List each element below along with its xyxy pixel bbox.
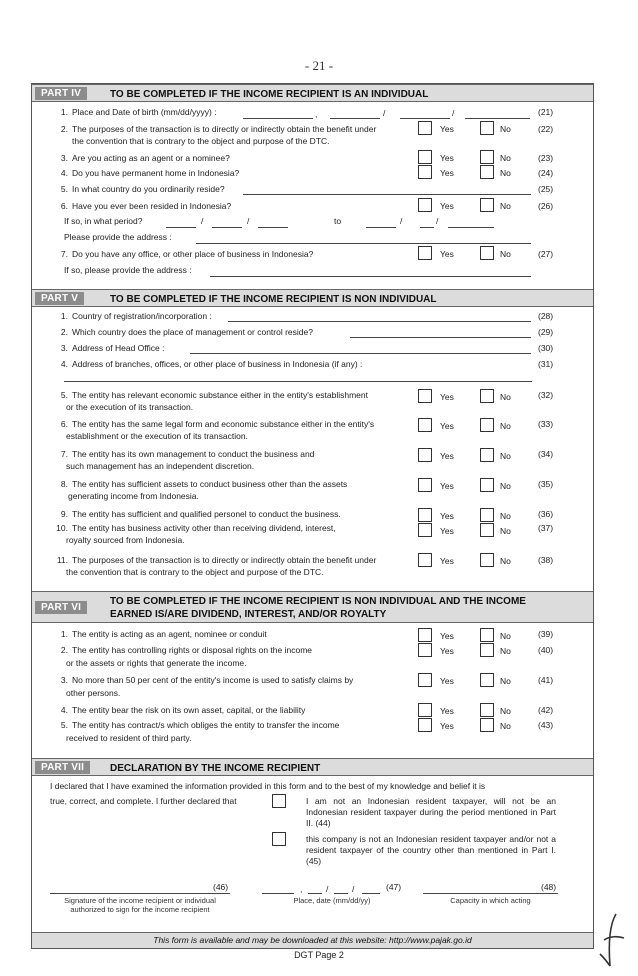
p6-q3: 3. No more than 50 per cent of the entity's income is used to satisfy claims by [60, 675, 354, 685]
p4-q6-from-year[interactable] [212, 227, 242, 228]
p4-q7: 7. Do you have any office, or other place of business in Indonesia? [60, 249, 314, 259]
page-number: - 21 - [304, 58, 334, 73]
declaration-line1: I declared that I have examined the information provided in this form and to the best of my knowledge and belief it is [50, 781, 486, 791]
p4-q6-to-day[interactable] [420, 227, 434, 228]
p5-q10-yes-checkbox[interactable] [418, 523, 432, 537]
p5-q11: 11. The purposes of the transaction is to directly or indirectly obtain the benefit under [56, 555, 377, 565]
p6-q3-yes-checkbox[interactable] [418, 673, 432, 687]
footer-page-label: DGT Page 2 [294, 950, 344, 960]
signature-caption: Signature of the income recipient or individual authorized to sign for the income recipient [64, 896, 216, 914]
part4-title: TO BE COMPLETED IF THE INCOME RECIPIENT IS AN INDIVIDUAL [110, 89, 429, 100]
p5-q7-yes-checkbox[interactable] [418, 448, 432, 462]
p6-q5-yes-checkbox[interactable] [418, 718, 432, 732]
capacity-caption: Capacity in which acting [450, 896, 531, 905]
p4-q7-address-field[interactable] [210, 276, 531, 277]
p4-q3-yes-checkbox[interactable] [418, 150, 432, 164]
declaration-option2: this company is not an Indonesian resident taxpayer and/or not a resident taxpayer of the country other than mentioned in Part I. (45) [306, 834, 556, 866]
date-year-field[interactable] [362, 893, 380, 894]
part4-header [32, 84, 593, 102]
p4-q3: 3. Are you acting as an agent or a nominee? [60, 153, 230, 163]
p5-q1: 1. Country of registration/incorporation : [60, 311, 212, 321]
p5-q2: 2. Which country does the place of management or control reside? [60, 327, 313, 337]
p5-q10-no-checkbox[interactable] [480, 523, 494, 537]
capacity-field[interactable] [423, 893, 558, 894]
date-month-field[interactable] [308, 893, 322, 894]
p6-q1-no-checkbox[interactable] [480, 628, 494, 642]
date-day-field[interactable] [334, 893, 348, 894]
footer-note: This form is available and may be downloaded at this website: http://www.pajak.go.id [32, 932, 593, 948]
p6-q1: 1. The entity is acting as an agent, nominee or conduit [60, 629, 267, 639]
p5-q3-address-field[interactable] [190, 353, 531, 354]
p5-q4: 4. Address of branches, offices, or other place of business in Indonesia (if any) : [60, 359, 363, 369]
p4-q6: 6. Have you ever been resided in Indonesia? [60, 201, 232, 211]
part6-header [32, 591, 593, 623]
declaration-option1-checkbox[interactable] [272, 794, 286, 808]
p4-q6-to-year[interactable] [448, 227, 494, 228]
p6-q2-yes-checkbox[interactable] [418, 643, 432, 657]
p4-q2-no-checkbox[interactable] [480, 121, 494, 135]
p6-q4: 4. The entity bear the risk on its own asset, capital, or the liability [60, 705, 306, 715]
p4-q6-address-field[interactable] [196, 243, 531, 244]
place-date-caption: Place, date (mm/dd/yy) [293, 896, 371, 905]
handwritten-initial-icon [598, 910, 628, 970]
p5-q6-yes-checkbox[interactable] [418, 418, 432, 432]
code-46: (46) [213, 882, 229, 892]
p4-q1-year-field[interactable] [465, 118, 530, 119]
p5-q9-yes-checkbox[interactable] [418, 508, 432, 522]
part5-title: TO BE COMPLETED IF THE INCOME RECIPIENT IS NON INDIVIDUAL [110, 294, 437, 305]
p5-q5-yes-checkbox[interactable] [418, 389, 432, 403]
p5-q10: 10. The entity has business activity other than receiving dividend, interest, [56, 523, 336, 533]
p5-q6: 6. The entity has the same legal form and economic substance either in the entity's [60, 419, 375, 429]
p5-q7-no-checkbox[interactable] [480, 448, 494, 462]
part6-title: TO BE COMPLETED IF THE INCOME RECIPIENT IS NON INDIVIDUAL AND THE INCOME [110, 596, 526, 607]
p5-q7: 7. The entity has its own management to conduct the business and [60, 449, 315, 459]
p5-q9-no-checkbox[interactable] [480, 508, 494, 522]
p4-q5: 5. In what country do you ordinarily reside? [60, 184, 225, 194]
p6-q4-no-checkbox[interactable] [480, 703, 494, 717]
declaration-option1: I am not an Indonesian resident taxpayer, will not be an Indonesian resident taxpayer during the period mentioned in Part II. (44) [306, 796, 556, 828]
p5-q11-yes-checkbox[interactable] [418, 553, 432, 567]
p6-q1-yes-checkbox[interactable] [418, 628, 432, 642]
p5-q8: 8. The entity has sufficient assets to conduct business other than the assets [60, 479, 348, 489]
p4-q3-no-checkbox[interactable] [480, 150, 494, 164]
p4-q1-day-field[interactable] [400, 118, 450, 119]
p4-q1-month-field[interactable] [330, 118, 380, 119]
part4-label: PART IV [35, 87, 87, 100]
part7-header [32, 758, 593, 776]
declaration-line2: true, correct, and complete. I further declared that [50, 796, 237, 806]
code-21: (21) [538, 107, 554, 117]
p5-q8-no-checkbox[interactable] [480, 478, 494, 492]
p5-q1-country-field[interactable] [228, 321, 531, 322]
p5-q9: 9. The entity has sufficient and qualified personel to conduct the business. [60, 509, 341, 519]
part5-label: PART V [35, 292, 84, 305]
p4-q6-from-day[interactable] [258, 227, 288, 228]
p6-q5-no-checkbox[interactable] [480, 718, 494, 732]
p5-q5-no-checkbox[interactable] [480, 389, 494, 403]
p5-q2-country-field[interactable] [350, 337, 531, 338]
p6-q2: 2. The entity has controlling rights or disposal rights on the income [60, 645, 313, 655]
p4-q7-yes-checkbox[interactable] [418, 246, 432, 260]
p4-q1: 1. Place and Date of birth (mm/dd/yyyy) : [60, 107, 217, 117]
code-47: (47) [386, 882, 402, 892]
p4-q6-no-checkbox[interactable] [480, 198, 494, 212]
part6-title-line2: EARNED IS/ARE DIVIDEND, INTEREST, AND/OR ROYALTY [110, 609, 387, 620]
p4-q6-yes-checkbox[interactable] [418, 198, 432, 212]
p4-q2-yes-checkbox[interactable] [418, 121, 432, 135]
code-48: (48) [541, 882, 557, 892]
p4-q1-place-field[interactable] [243, 118, 313, 119]
part5-header [32, 289, 593, 307]
p4-q4-no-checkbox[interactable] [480, 165, 494, 179]
p6-q5: 5. The entity has contract/s which obliges the entity to transfer the income [60, 720, 340, 730]
part6-label: PART VI [35, 601, 87, 614]
p5-q4-address-field[interactable] [64, 381, 532, 382]
p4-q6-from-month[interactable] [166, 227, 196, 228]
p6-q3-no-checkbox[interactable] [480, 673, 494, 687]
p4-q5-country-field[interactable] [243, 194, 531, 195]
p6-q2-no-checkbox[interactable] [480, 643, 494, 657]
signature-field[interactable] [50, 893, 230, 894]
p4-q2: 2. The purposes of the transaction is to directly or indirectly obtain the benefit under [60, 124, 377, 134]
declaration-option2-checkbox[interactable] [272, 832, 286, 846]
place-field[interactable] [262, 893, 294, 894]
p4-q7-no-checkbox[interactable] [480, 246, 494, 260]
p5-q3: 3. Address of Head Office : [60, 343, 165, 353]
p4-q4: 4. Do you have permanent home in Indonesia? [60, 168, 240, 178]
p5-q11-no-checkbox[interactable] [480, 553, 494, 567]
part7-label: PART VII [35, 761, 90, 774]
p4-q6-to-month[interactable] [366, 227, 396, 228]
part7-title: DECLARATION BY THE INCOME RECIPIENT [110, 763, 321, 774]
p5-q8-yes-checkbox[interactable] [418, 478, 432, 492]
p6-q4-yes-checkbox[interactable] [418, 703, 432, 717]
p5-q5: 5. The entity has relevant economic substance either in the entity's establishment [60, 390, 368, 400]
p5-q6-no-checkbox[interactable] [480, 418, 494, 432]
p4-q4-yes-checkbox[interactable] [418, 165, 432, 179]
